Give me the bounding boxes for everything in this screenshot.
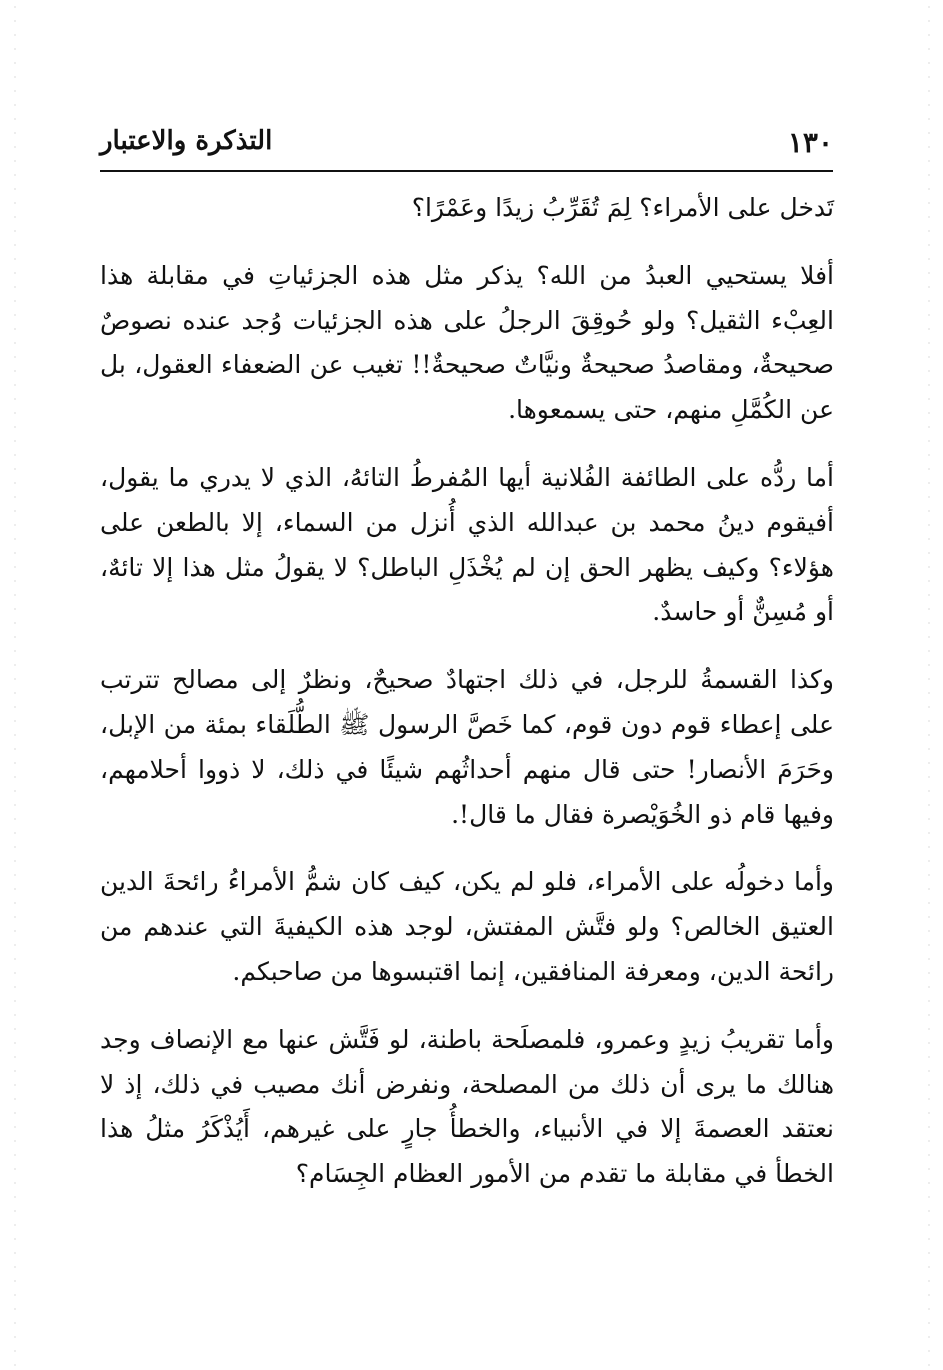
running-title: التذكرة والاعتبار: [100, 126, 273, 156]
paragraph-1: تَدخل على الأمراء؟ لِمَ تُقَرِّبُ زيدًا وعَمْرًا؟: [411, 193, 834, 222]
paragraph-2: أفلا يستحيي العبدُ من الله؟ يذكر مثل هذه الجزئياتِ في مقابلة هذا العِبْء الثقيل؟ ولو حُوقِقَ الرجلُ على هذه الجزئيات وُجد عنده نصوصٌ صحيحةٌ، ومقاصدُ صحيحةٌ ونيَّاتٌ صحيحةٌ!! تغيب عن الضعفاء العقول، بل عن الكُمَّلِ منهم، حتى يسمعوها.: [100, 260, 834, 425]
scan-noise-right: [928, 0, 930, 1370]
paragraph-3: أما ردُّه على الطائفة الفُلانية أيها المُفرطُ التائهُ، الذي لا يدري ما يقول، أفيقوم دينُ محمد بن عبدالله الذي أُنزل من السماء، إلا بالطعن على هؤلاء؟ وكيف يظهر الحق إن لم يُخْذَلِ الباطل؟ لا يقولُ مثل هذا إلا تائهٌ، أو مُسِنٌّ أو حاسدٌ.: [100, 462, 834, 627]
paragraph-4: وكذا القسمةُ للرجل، في ذلك اجتهادٌ صحيحٌ، ونظرٌ إلى مصالح تترتب على إعطاء قوم دون قوم، كما خَصَّ الرسول ﷺ الطُّلَقاء بمئة من الإبل، وحَرَمَ الأنصار! حتى قال منهم أحداثُهم شيئًا في ذلك، لا ذووا أحلامهم، وفيها قام ذو الخُوَيْصرة فقال ما قال!.: [100, 665, 834, 829]
paragraph-5: وأما دخولُه على الأمراء، فلو لم يكن، كيف كان شمُّ الأمراءُ رائحةَ الدين العتيق الخالص؟ ولو فتَّش المفتش، لوجد هذه الكيفيةَ التي عندهم من رائحة الدين، ومعرفة المنافقين، إنما اقتبسوها من صاحبكم.: [100, 867, 834, 986]
body-text: [100, 186, 834, 1220]
paragraph-6: وأما تقريبُ زيدٍ وعمرو، فلمصلَحة باطنة، لو فَتَّش عنها مع الإنصاف وجد هنالك ما يرى أن ذلك من المصلحة، ونفرض أنك مصيب في ذلك، إذ لا نعتقد العصمةَ إلا في الأنبياء، والخطأُ جارٍ على غيرهم، أَيُذْكَرُ مثلُ هذا الخطأ في مقابلة ما تقدم من الأمور العظام الجِسَام؟: [100, 1024, 834, 1189]
scan-noise-left: [14, 0, 16, 1370]
page-number: ١٣٠: [787, 126, 833, 159]
page-header: [100, 124, 833, 170]
header-divider: [100, 170, 833, 172]
